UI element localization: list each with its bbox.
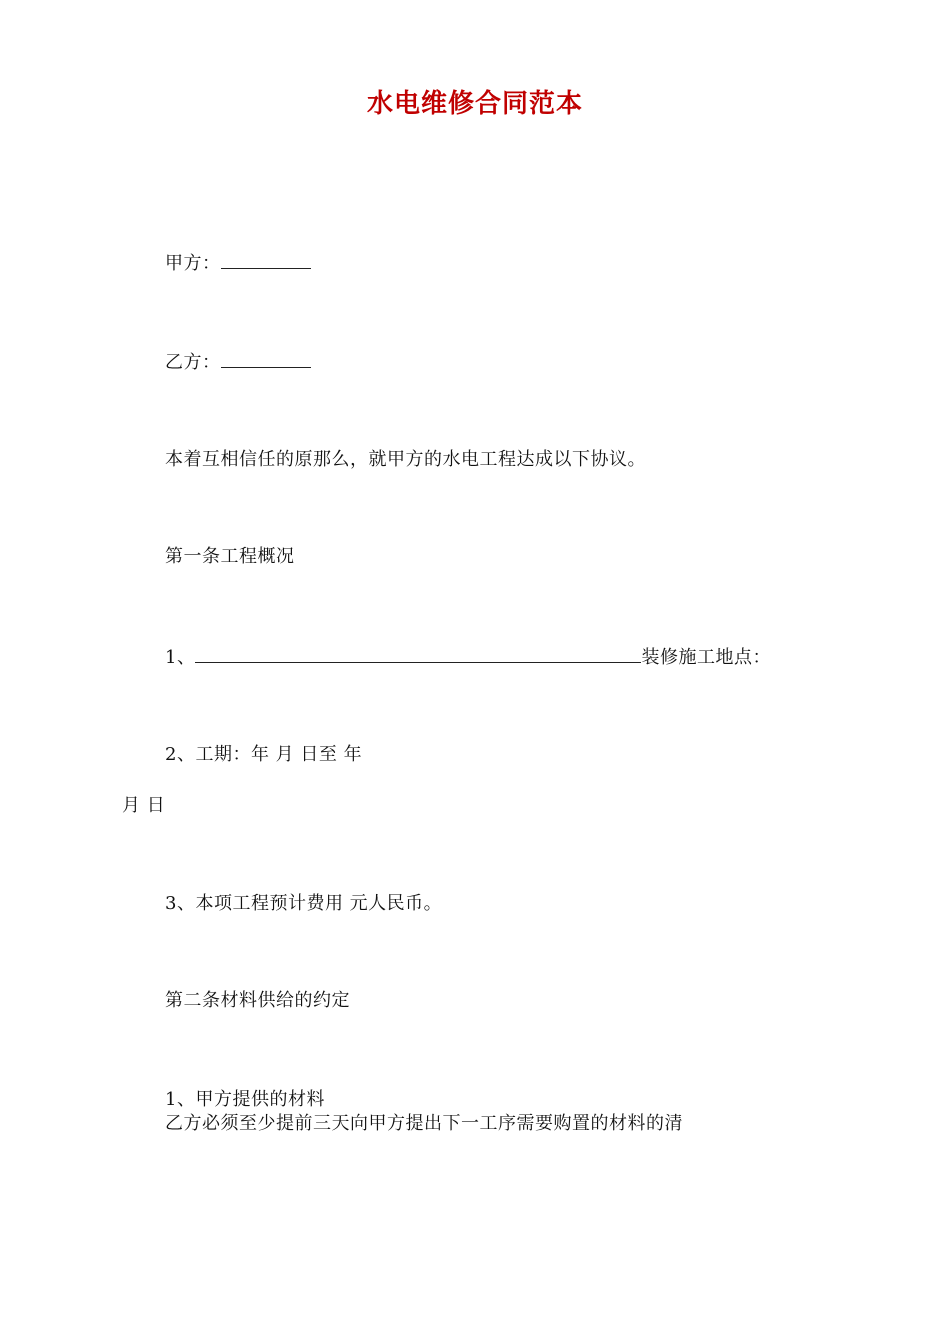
party-a-blank (221, 250, 311, 269)
party-a-line (165, 250, 311, 276)
document-title: 水电维修合同范本 (366, 89, 583, 119)
party-b-blank (221, 349, 311, 368)
item1-2-line: 2、工期：年 月 日至 年 (165, 744, 363, 765)
party-b-label: 乙方： (165, 352, 221, 373)
item1-3-line: 3、本项工程预计费用 元人民币。 (165, 893, 443, 914)
item1-2-continuation: 月 日 (122, 795, 166, 816)
item1-1-suffix: 装修施工地点： (641, 647, 771, 668)
item1-1-blank (195, 644, 641, 663)
party-b-line (165, 349, 311, 375)
party-a-label: 甲方： (165, 253, 221, 274)
item2-1-line: 1、甲方提供的材料 (165, 1089, 325, 1110)
intro-paragraph: 本着互相信任的原那么，就甲方的水电工程达成以下协议。 (165, 449, 646, 470)
article2-heading: 第二条材料供给的约定 (165, 990, 350, 1011)
item2-1-text: 乙方必须至少提前三天向甲方提出下一工序需要购置的材料的清 (165, 1113, 683, 1134)
item1-1-prefix: 1、 (165, 647, 196, 668)
item1-1-line (165, 644, 771, 670)
article1-heading: 第一条工程概况 (165, 546, 295, 567)
